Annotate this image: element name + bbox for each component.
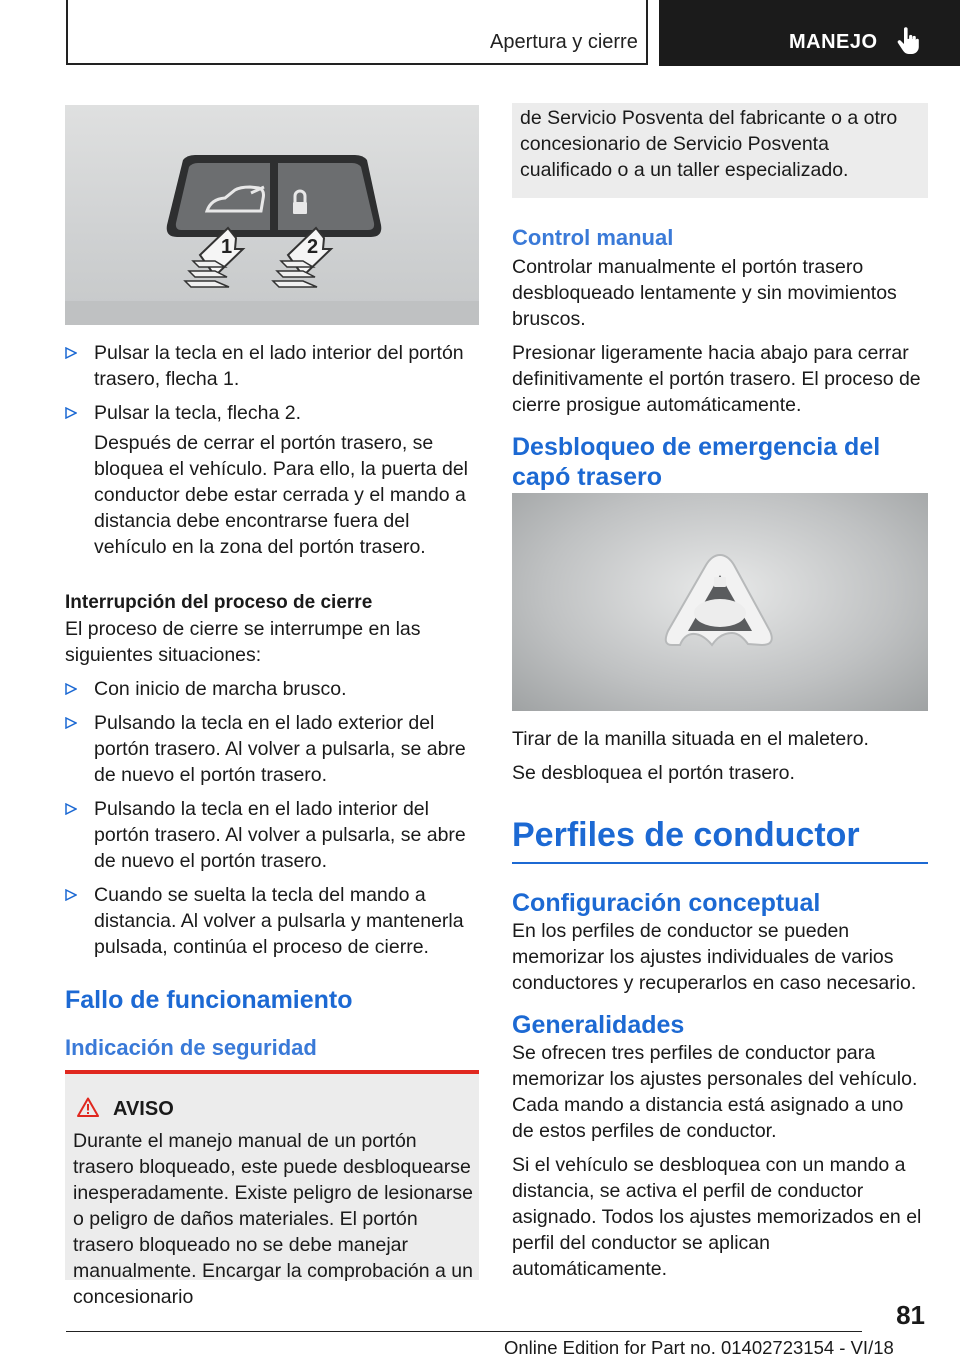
- footer-rule: [66, 1331, 862, 1332]
- safety-heading: Indicación de seguridad: [65, 1035, 317, 1060]
- manual-paragraph-2: Presionar ligeramente hacia abajo para cerrar definitivamente el portón trasero. El proceso de cierre prosigue automáticamente.: [512, 342, 921, 416]
- list-item-text: Cuando se suelta la tecla del mando a distancia. Al volver a pulsarla y mantenerla pulsada, continúa el proceso de cierre.: [94, 884, 464, 958]
- list-item: [65, 882, 479, 960]
- page-number: 81: [896, 1300, 925, 1330]
- warning-continuation-text: de Servicio Posventa del fabricante o a otro concesionario de Servicio Posventa cualificado o a un taller especializado.: [520, 107, 898, 181]
- header-divider-left: [66, 0, 68, 65]
- fault-heading: Fallo de funcionamiento: [65, 986, 353, 1014]
- manual-paragraph-1: Controlar manualmente el portón trasero desbloqueado lentamente y sin movimientos bruscos.: [512, 256, 897, 330]
- right-column-text-bottom: [512, 726, 928, 1282]
- profiles-heading: Perfiles de conductor: [512, 816, 860, 854]
- concept-paragraph: En los perfiles de conductor se pueden memorizar los ajustes individuales de varios conductores y recuperarlos en caso necesario.: [512, 920, 917, 994]
- svg-text:1: 1: [221, 236, 233, 258]
- interrupt-heading: Interrupción del proceso de cierre: [65, 592, 373, 613]
- header-section-title: Apertura y cierre: [490, 31, 638, 53]
- list-item: [65, 676, 479, 702]
- list-item-text: Con inicio de marcha brusco.: [94, 678, 347, 700]
- tailgate-buttons-image: [65, 105, 479, 325]
- warning-title: AVISO: [113, 1098, 174, 1120]
- general-paragraph-1: Se ofrecen tres perfiles de conductor para memorizar los ajustes personales del vehículo. Cada mando a distancia está asignado a uno de estos perfiles de conductor.: [512, 1042, 918, 1142]
- manual-heading: Control manual: [512, 225, 674, 250]
- warning-top-rule: [65, 1070, 479, 1074]
- footer-edition: Online Edition for Part no. 01402723154 - VI/18: [504, 1337, 894, 1358]
- list-item: [65, 340, 479, 392]
- list-item: [65, 400, 479, 426]
- general-heading: Generalidades: [512, 1011, 685, 1039]
- bullet-continuation: Después de cerrar el portón trasero, se bloquea el vehículo. Para ello, la puerta del conductor debe estar cerrada y el mando a distancia debe encontrarse fuera del vehículo en la zona del portón trasero.: [94, 432, 469, 558]
- left-column-text: [65, 340, 479, 1062]
- header-divider-mid: [646, 0, 648, 65]
- svg-text:2: 2: [307, 236, 319, 258]
- list-item: [65, 796, 479, 874]
- list-item-text: Pulsar la tecla, flecha 2.: [94, 402, 302, 424]
- emergency-handle-illustration: [512, 493, 928, 711]
- list-item-text: Pulsar la tecla en el lado interior del portón trasero, flecha 1.: [94, 342, 464, 390]
- profiles-heading-rule: [512, 862, 928, 864]
- warning-continuation-box: [512, 103, 928, 198]
- bullet-triangle-icon: [65, 347, 77, 359]
- tailgate-buttons-illustration: [65, 105, 479, 325]
- general-paragraph-2: Si el vehículo se desbloquea con un mando a distancia, se activa el perfil de conductor asignado. Todos los ajustes memorizados en el perfil del conductor se aplican automáticamente.: [512, 1154, 922, 1280]
- bullet-triangle-icon: [65, 407, 77, 419]
- emergency-paragraph-1: Tirar de la manilla situada en el maletero.: [512, 728, 869, 750]
- list-item-text: Pulsando la tecla en el lado interior del portón trasero. Al volver a pulsarla, se abre de nuevo el portón trasero.: [94, 798, 466, 872]
- interrupt-intro: El proceso de cierre se interrumpe en las siguientes situaciones:: [65, 618, 421, 666]
- header-chapter-label: MANEJO: [789, 31, 878, 53]
- hand-pointer-icon: [897, 27, 921, 55]
- concept-heading: Configuración conceptual: [512, 889, 821, 917]
- list-item: [65, 710, 479, 788]
- bullet-triangle-icon: [65, 683, 77, 695]
- warning-text: Durante el manejo manual de un portón trasero bloqueado, este puede desbloquearse inesperadamente. Existe peligro de lesionarse o peligro de daños materiales. El portón trasero bloqueado no se debe manejar manualmente. Encargar la comprobación a un concesionario: [73, 1130, 473, 1308]
- header-rule: [66, 63, 648, 65]
- bullet-triangle-icon: [65, 717, 77, 729]
- emergency-release-image: [512, 493, 928, 711]
- warning-triangle-icon: [77, 1097, 99, 1117]
- emergency-paragraph-2: Se desbloquea el portón trasero.: [512, 762, 795, 784]
- bullet-triangle-icon: [65, 889, 77, 901]
- header-chapter-tab[interactable]: [659, 0, 960, 66]
- right-column-text-top: [512, 224, 928, 492]
- emergency-heading: Desbloqueo de emergencia del capó trasero: [512, 433, 881, 491]
- bullet-triangle-icon: [65, 803, 77, 815]
- list-item-text: Pulsando la tecla en el lado exterior del portón trasero. Al volver a pulsarla, se abre de nuevo el portón trasero.: [94, 712, 466, 786]
